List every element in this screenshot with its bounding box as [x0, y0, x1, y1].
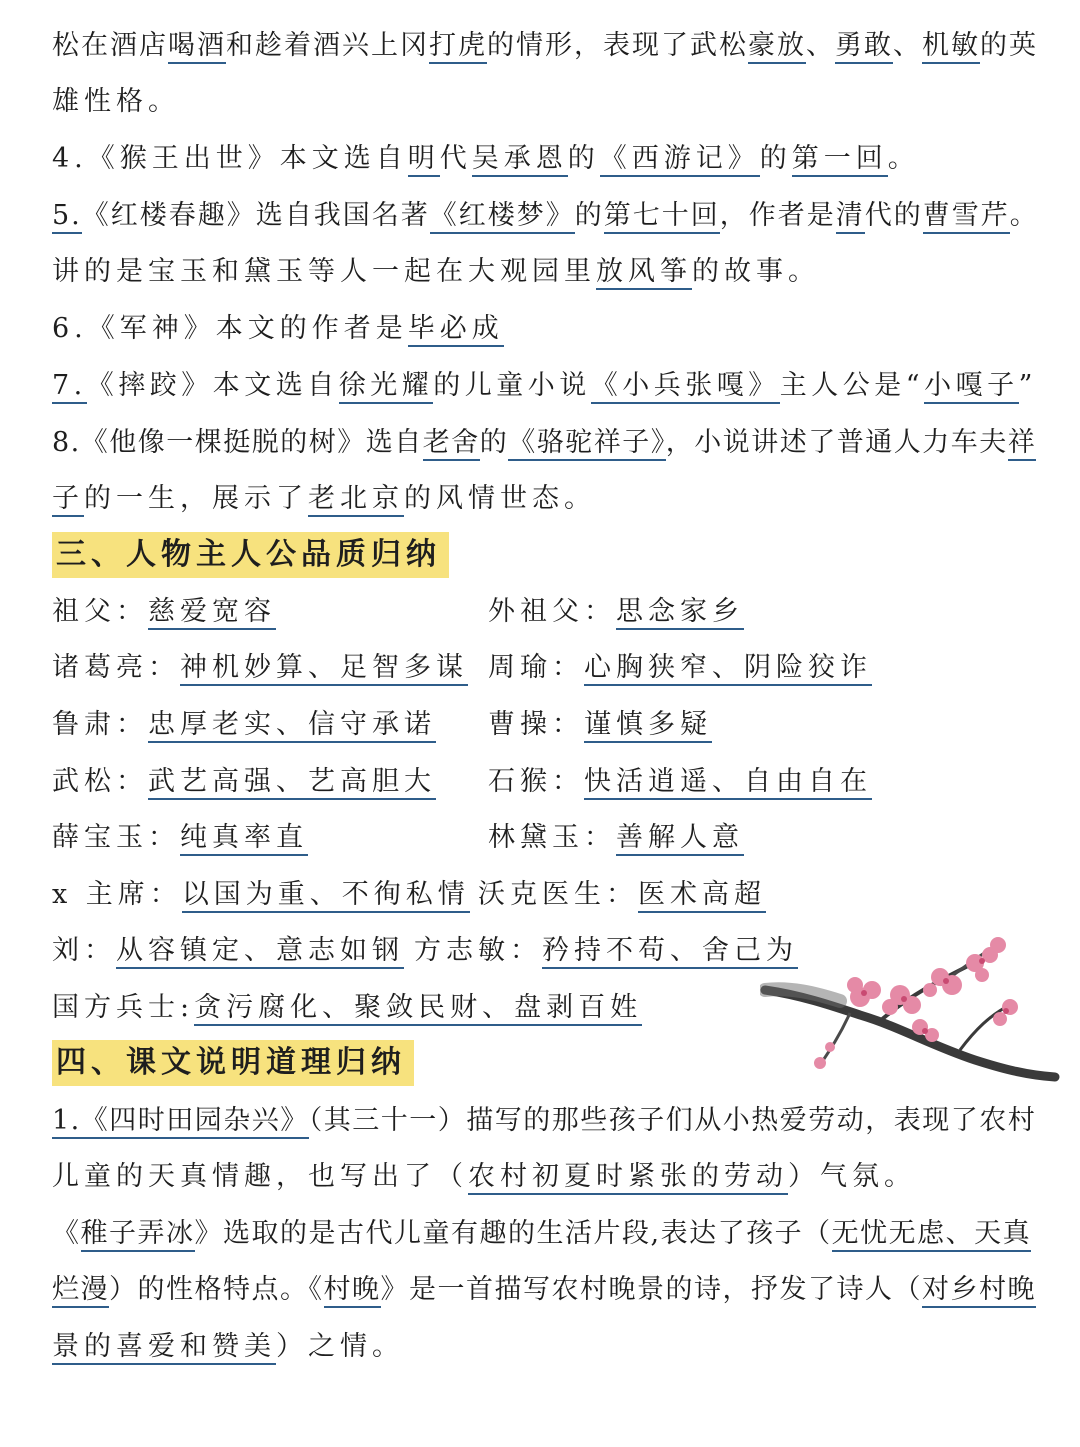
item-5	[52, 196, 1040, 236]
text: 的	[479, 427, 509, 458]
underlined-answer: 烂漫	[52, 1274, 109, 1308]
intro-line-1	[52, 26, 1040, 66]
underlined-answer: 放风筝	[596, 256, 692, 290]
trait-row	[488, 592, 1040, 632]
text: 的故事。	[692, 256, 820, 287]
text: ”	[1018, 370, 1037, 401]
intro-line-2	[52, 82, 1040, 122]
character-name: 曹操：	[488, 709, 584, 740]
character-name: 国方兵士:	[52, 992, 195, 1023]
text: ）的性格特点。《	[109, 1274, 324, 1305]
underlined-answer: 《红楼梦》	[430, 200, 575, 234]
underlined-answer: 《四时田园杂兴》	[81, 1105, 309, 1139]
character-trait: 善解人意	[616, 822, 744, 856]
item-number: 5.	[52, 200, 82, 234]
underlined-answer: 《西游记》	[600, 143, 760, 177]
section-4-line	[52, 1214, 1040, 1254]
item-7	[52, 366, 1040, 406]
underlined-answer: 《骆驼祥子》	[508, 427, 666, 461]
section-4-heading: 四、课文说明道理归纳	[52, 1040, 414, 1086]
text: 的	[567, 143, 600, 174]
character-trait: 慈爱宽容	[148, 596, 276, 630]
underlined-answer: 明	[408, 143, 440, 177]
underlined-answer: 无忧无虑、天真	[832, 1218, 1032, 1252]
underlined-answer: 农村初夏时紧张的劳动	[468, 1161, 788, 1195]
text: 》选取的是古代儿童有趣的生活片段,表达了孩子（	[194, 1218, 832, 1249]
text: 的风情世态。	[404, 483, 596, 514]
character-name: 鲁肃：	[52, 709, 148, 740]
underlined-answer: 徐光耀	[339, 370, 434, 404]
underlined-answer: 喝酒	[168, 30, 226, 64]
character-trait: 武艺高强、艺高胆大	[148, 766, 436, 800]
trait-row	[478, 875, 1040, 915]
character-trait: 思念家乡	[616, 596, 744, 630]
text: 和趁着酒兴上冈	[226, 30, 429, 61]
item-number: 1.	[52, 1105, 81, 1139]
text: 代的	[864, 200, 923, 231]
text: 《	[52, 1218, 81, 1249]
character-name: 祖父：	[52, 596, 148, 627]
text: 8.《他像一棵挺脱的树》选自	[52, 427, 423, 458]
character-name: 诸葛亮：	[52, 652, 180, 683]
character-trait: 神机妙算、足智多谋	[180, 652, 468, 686]
underlined-answer: 豪放	[748, 30, 806, 64]
text: 的一生，展示了	[84, 483, 308, 514]
character-name: x 主席：	[52, 879, 182, 910]
trait-row	[488, 705, 1040, 745]
underlined-answer: 祥	[1008, 427, 1037, 461]
text: ，作者是	[719, 200, 836, 231]
underlined-answer: 对乡村晚	[922, 1274, 1036, 1308]
text: 的	[574, 200, 604, 231]
text: 《摔跤》本文选自	[86, 370, 339, 401]
text: 4.《猴王出世》本文选自	[52, 143, 408, 174]
underlined-answer: 机敏	[922, 30, 980, 64]
item-8	[52, 423, 1040, 463]
character-trait: 从容镇定、意志如钢	[116, 935, 404, 969]
text: 讲的是宝玉和黛玉等人一起在大观园里	[52, 256, 596, 287]
character-trait: 医术高超	[638, 879, 766, 913]
character-trait: 纯真率直	[180, 822, 308, 856]
item-8-cont	[52, 479, 1040, 519]
text: 《红楼春趣》选自我国名著	[81, 200, 430, 231]
text: 6.《军神》本文的作者是	[52, 313, 408, 344]
character-trait: 以国为重、不徇私情	[182, 879, 470, 913]
plum-blossom-illustration	[760, 935, 1060, 1085]
text: 的英	[980, 30, 1038, 61]
text: ）之情。	[276, 1331, 404, 1362]
underlined-answer: 小嘎子	[924, 370, 1019, 404]
underlined-answer: 曹雪芹	[923, 200, 1010, 234]
section-3-heading: 三、人物主人公品质归纳	[52, 532, 449, 578]
character-trait: 心胸狭窄、阴险狡诈	[584, 652, 872, 686]
section-4-line	[52, 1157, 1040, 1197]
underlined-answer: 清	[836, 200, 865, 234]
underlined-answer: 子	[52, 483, 84, 517]
character-name: 林黛玉：	[488, 822, 616, 853]
character-name: 石猴：	[488, 766, 584, 797]
section-4-line	[52, 1270, 1040, 1310]
underlined-answer: 毕必成	[408, 313, 504, 347]
character-trait: 快活逍遥、自由自在	[584, 766, 872, 800]
text: 的情形，表现了武松	[487, 30, 748, 61]
text: 》是一首描写农村晚景的诗，抒发了诗人（	[380, 1274, 922, 1305]
character-name: 周瑜：	[488, 652, 584, 683]
text: 代	[439, 143, 472, 174]
trait-row	[488, 762, 1040, 802]
trait-row	[488, 648, 1040, 688]
text: 儿童的天真情趣，也写出了（	[52, 1161, 468, 1192]
character-trait: 贪污腐化、聚敛民财、盘剥百姓	[194, 992, 642, 1026]
text: 的儿童小说	[433, 370, 591, 401]
underlined-answer: 第一回	[792, 143, 888, 177]
text: ）气氛。	[788, 1161, 916, 1192]
section-4-line	[52, 1101, 1040, 1141]
character-name: 外祖父：	[488, 596, 616, 627]
text: 雄性格。	[52, 86, 180, 117]
item-number: 7.	[52, 370, 87, 404]
trait-row	[488, 818, 1040, 858]
underlined-answer: 勇敢	[835, 30, 893, 64]
character-name: 薛宝玉：	[52, 822, 180, 853]
character-trait: 谨慎多疑	[584, 709, 712, 743]
text: 的	[759, 143, 792, 174]
text: 松在酒店	[52, 30, 168, 61]
underlined-answer: 第七十回	[604, 200, 720, 234]
underlined-answer: 村晚	[324, 1274, 381, 1308]
underlined-answer: 老舍	[423, 427, 480, 461]
text: （其三十一）描写的那些孩子们从小热爱劳动，表现了农村	[308, 1105, 1037, 1136]
item-4	[52, 139, 1040, 179]
character-trait: 矜持不苟、舍己为	[542, 935, 798, 969]
character-name: 方志敏：	[414, 935, 542, 966]
character-trait: 忠厚老实、信守承诺	[148, 709, 436, 743]
text: ，小说讲述了普通人力车夫	[665, 427, 1008, 458]
text: 。	[887, 143, 920, 174]
underlined-answer: 《小兵张嘎》	[591, 370, 780, 404]
item-5-cont	[52, 252, 1040, 292]
underlined-answer: 吴承恩	[472, 143, 568, 177]
underlined-answer: 老北京	[308, 483, 404, 517]
underlined-answer: 稚子弄冰	[81, 1218, 195, 1252]
text: 、	[806, 30, 835, 61]
text: 、	[893, 30, 922, 61]
character-name: 沃克医生：	[478, 879, 638, 910]
character-name: 武松：	[52, 766, 148, 797]
text: 。	[1009, 200, 1039, 231]
underlined-answer: 打虎	[429, 30, 487, 64]
section-4-line	[52, 1327, 1040, 1367]
text: 主人公是“	[779, 370, 925, 401]
underlined-answer: 景的喜爱和赞美	[52, 1331, 276, 1365]
character-name: 刘：	[52, 935, 116, 966]
item-6	[52, 309, 1040, 349]
